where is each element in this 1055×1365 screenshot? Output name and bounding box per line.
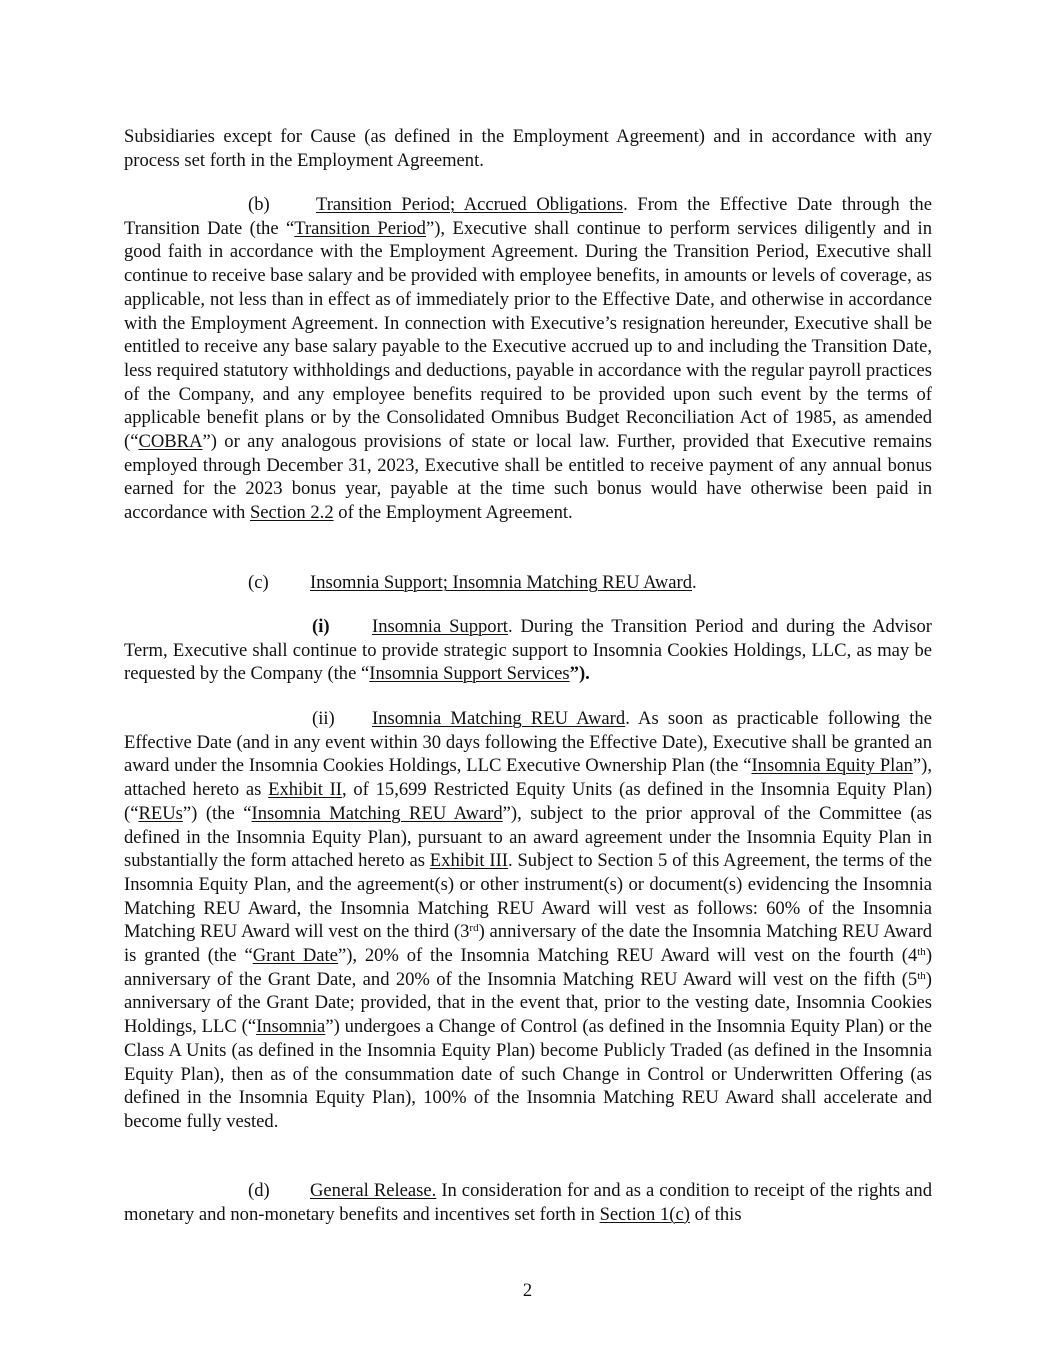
defined-term: Grant Date bbox=[252, 945, 338, 967]
text-run: . Subject to Section 5 of this Agreement, the terms of the Insomnia Equity Plan, and the agreement(s) or other instrument(s) or document(s) evidencing the Insomnia Matching REU Award, the Insomnia Matching REU Award will vest as follows: 60% of the Insomnia Matching REU Award will vest on the third (3 bbox=[124, 850, 932, 943]
section-1c-heading bbox=[124, 571, 932, 595]
defined-term: REUs bbox=[138, 802, 183, 824]
section-1d bbox=[124, 1179, 932, 1226]
text-run: rd bbox=[469, 922, 479, 935]
text-run: . During the Transition Period and during the Advisor Term, Executive shall continue to provide strategic support to Insomnia Cookies Holdings, LLC, as may be requested by the Company (the “ bbox=[124, 616, 932, 685]
paragraph-continuation bbox=[124, 125, 932, 172]
text-run: ”), subject to the prior approval of the Committee (as defined in the Insomnia Equity Plan), pursuant to an award agreement under the Insomnia Equity Plan in substantially the form attached hereto as bbox=[124, 802, 932, 872]
defined-term: Insomnia Matching REU Award bbox=[251, 802, 503, 824]
text-run: In consideration for and as a condition to receipt of the rights and monetary and non-monetary benefits and incentives set forth in bbox=[124, 1180, 932, 1225]
defined-term: Transition Period bbox=[294, 217, 426, 239]
defined-term: Exhibit II bbox=[268, 779, 342, 801]
defined-term: Exhibit III bbox=[429, 850, 508, 872]
defined-term: Section 1(c) bbox=[599, 1203, 690, 1225]
defined-term: Section 2.2 bbox=[249, 502, 334, 524]
defined-term: Insomnia Support Services bbox=[369, 663, 570, 685]
section-1b bbox=[124, 193, 932, 525]
defined-term: COBRA bbox=[138, 431, 203, 453]
text-run: ”). bbox=[569, 663, 590, 685]
text-run: ”) or any analogous provisions of state or local law. Further, provided that Executive remains employed through December 31, 2023, Executive shall be entitled to receive payment of any annual bonus earned for the 2023 bonus year, payable at the time such bonus would have otherwise been paid in accordance with bbox=[124, 431, 932, 524]
text-run: ) anniversary of the Grant Date; provided, that in the event that, prior to the vesting date, Insomnia Cookies Holdings, LLC (“ bbox=[124, 968, 932, 1038]
text-run: ”), Executive shall continue to perform services diligently and in good faith in accordance with the Employment Agreement. During the Transition Period, Executive shall continue to receive base salary and be provided with employee benefits, in amounts or levels of coverage, as applicable, not less than in effect as of immediately prior to the Effective Date, and otherwise in accordance with the Employment Agreement. In connection with Executive’s resignation hereunder, Executive shall be entitled to receive any base salary payable to the Executive accrued up to and including the Transition Date, less required statutory withholdings and deductions, payable in accordance with the regular payroll practices of the Company, and any employee benefits required to be provided upon such event by the terms of applicable benefit plans or by the Consolidated Omnibus Budget Reconciliation Act of 1985, as amended (“ bbox=[124, 217, 932, 453]
text-run: ”) undergoes a Change of Control (as defined in the Insomnia Equity Plan) or the Class A Units (as defined in the Insomnia Equity Plan) become Publicly Traded (as defined in the Insomnia Equity Plan), then as of the consummation date of such Change in Control or Underwritten Offering (as defined in the Insomnia Equity Plan), 100% of the Insomnia Matching REU Award shall accelerate and become fully vested. bbox=[124, 1016, 932, 1132]
section-label: (ii) bbox=[312, 708, 335, 729]
defined-term: Insomnia Support; Insomnia Matching REU Award bbox=[310, 572, 693, 593]
section-label: (b) bbox=[248, 194, 270, 215]
text-run: ”), 20% of the Insomnia Matching REU Award will vest on the fourth (4 bbox=[337, 945, 918, 967]
defined-term: Insomnia Support bbox=[372, 616, 508, 637]
section-label: (i) bbox=[312, 616, 330, 637]
section-label: (d) bbox=[248, 1180, 270, 1201]
defined-term: Insomnia Matching REU Award bbox=[372, 708, 626, 729]
page-number: 2 bbox=[522, 1280, 533, 1301]
text-run: , of 15,699 Restricted Equity Units (as defined in the Insomnia Equity Plan) (“ bbox=[124, 779, 933, 824]
defined-term: Transition Period; Accrued Obligations bbox=[316, 194, 624, 215]
text-run: . From the Effective Date through the Transition Date (the “ bbox=[124, 194, 932, 239]
text-run: Subsidiaries except for Cause (as defined in the Employment Agreement) and in accordance with any process set forth in the Employment Agreement. bbox=[124, 126, 932, 171]
text-run: of this bbox=[689, 1203, 742, 1225]
section-label: (c) bbox=[248, 572, 269, 593]
section-1c-i bbox=[124, 615, 932, 686]
text-run: ) anniversary of the Grant Date, and 20% of the Insomnia Matching REU Award will vest on the fifth (5 bbox=[124, 945, 933, 990]
text-run: ”), attached hereto as bbox=[124, 755, 932, 801]
text-run: . bbox=[692, 572, 697, 593]
text-run: ) anniversary of the date the Insomnia Matching REU Award is granted (the “ bbox=[124, 921, 932, 967]
text-run: th bbox=[917, 969, 926, 982]
defined-term: General Release. bbox=[310, 1180, 437, 1201]
text-run: ”) (the “ bbox=[182, 802, 252, 824]
text-run: th bbox=[917, 946, 926, 959]
defined-term: Insomnia Equity Plan bbox=[751, 755, 913, 777]
text-run: . As soon as practicable following the Effective Date (and in any event within 30 days following the Effective Date), Executive shall be granted an award under the Insomnia Cookies Holdings, LLC Executive Ownership Plan (the “ bbox=[124, 708, 932, 777]
defined-term: Insomnia bbox=[256, 1016, 326, 1038]
section-1c-ii bbox=[124, 707, 932, 1134]
text-run: of the Employment Agreement. bbox=[333, 502, 573, 524]
